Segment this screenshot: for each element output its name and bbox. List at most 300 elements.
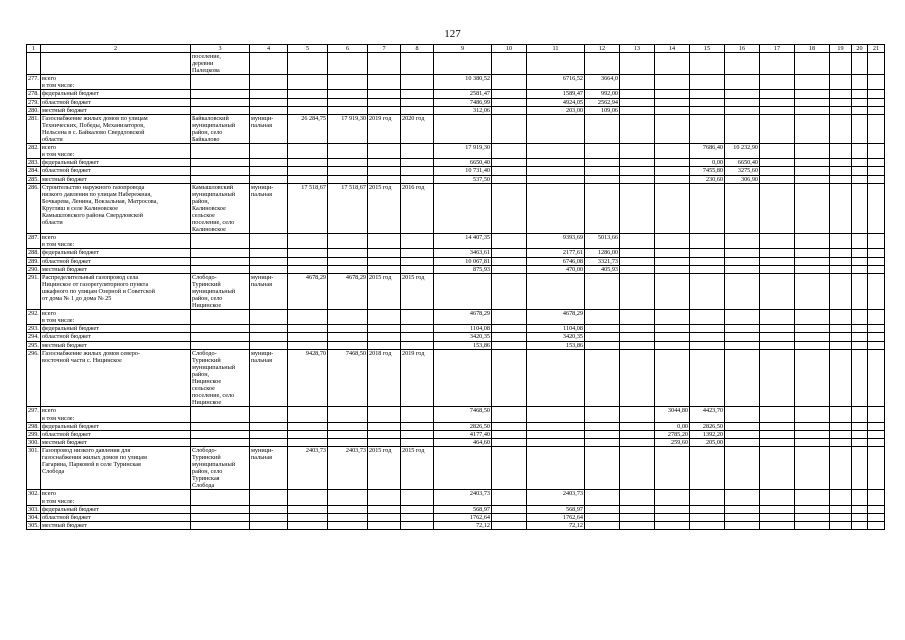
table-cell [852, 167, 868, 175]
table-cell [690, 265, 725, 273]
table-cell [852, 234, 868, 249]
table-cell: всего в том числе: [41, 490, 191, 505]
table-cell [368, 90, 401, 98]
table-cell [655, 325, 690, 333]
table-cell [760, 341, 795, 349]
table-cell [492, 159, 527, 167]
table-cell: муници- пальная [250, 349, 288, 407]
table-cell [401, 98, 434, 106]
table-cell [434, 446, 492, 490]
table-cell [250, 333, 288, 341]
table-cell: 1392,20 [690, 430, 725, 438]
table-cell [328, 257, 368, 265]
table-cell [795, 257, 830, 265]
table-cell [191, 106, 250, 114]
table-cell: 285. [28, 175, 39, 183]
table-cell [191, 505, 250, 513]
table-cell [655, 75, 690, 90]
table-cell [830, 175, 852, 183]
table-cell [492, 144, 527, 159]
table-cell: 2015 год [368, 273, 401, 309]
table-row [27, 257, 885, 265]
table-cell: 282. [27, 144, 41, 159]
table-cell: 2019 год [368, 114, 401, 143]
table-cell [288, 175, 328, 183]
table-cell [368, 333, 401, 341]
table-cell [328, 341, 368, 349]
table-cell [288, 430, 328, 438]
table-cell: 301. [27, 446, 41, 490]
table-cell [852, 333, 868, 341]
table-cell [655, 310, 690, 325]
table-cell [250, 144, 288, 159]
table-cell: местный бюджет [41, 175, 191, 183]
table-cell [585, 505, 620, 513]
table-cell: 300. [28, 438, 39, 446]
table-cell [795, 159, 830, 167]
table-cell [760, 183, 795, 234]
table-cell [760, 144, 795, 159]
table-cell [250, 422, 288, 430]
table-cell [795, 167, 830, 175]
table-cell [368, 144, 401, 159]
table-cell [690, 53, 725, 75]
table-cell: 296. [27, 349, 41, 407]
table-cell: 17 919,30 [434, 144, 492, 159]
table-cell: федеральный бюджет [41, 325, 191, 333]
table-cell [620, 438, 655, 446]
table-row [27, 98, 885, 106]
table-cell [655, 521, 690, 529]
table-cell [655, 159, 690, 167]
table-cell [830, 505, 852, 513]
table-cell: 0,00 [690, 159, 725, 167]
table-cell: 291. [27, 273, 41, 309]
table-cell [830, 310, 852, 325]
table-cell: 1589,47 [527, 90, 585, 98]
table-row [27, 175, 885, 183]
table-cell: 568,97 [527, 505, 585, 513]
table-cell: 280. [28, 106, 39, 114]
table-cell [368, 490, 401, 505]
table-cell [191, 325, 250, 333]
table-cell [401, 521, 434, 529]
table-cell: 26 284,75 [288, 114, 328, 143]
table-cell [655, 53, 690, 75]
table-cell: 302. [27, 490, 41, 505]
table-cell [655, 114, 690, 143]
table-cell [527, 407, 585, 422]
table-cell [725, 183, 760, 234]
table-cell [620, 446, 655, 490]
table-cell [725, 513, 760, 521]
table-cell: 6650,40 [434, 159, 492, 167]
table-cell [492, 422, 527, 430]
table-cell [868, 273, 885, 309]
table-cell: 17 518,67 [288, 183, 328, 234]
table-cell [368, 234, 401, 249]
table-cell [868, 167, 885, 175]
table-cell [795, 438, 830, 446]
table-cell: 312,06 [434, 106, 492, 114]
table-cell [492, 106, 527, 114]
table-cell [527, 144, 585, 159]
table-cell [368, 325, 401, 333]
table-cell [368, 159, 401, 167]
table-cell [492, 175, 527, 183]
table-cell [795, 183, 830, 234]
table-cell: 4423,70 [690, 407, 725, 422]
table-cell [830, 249, 852, 257]
table-cell [250, 98, 288, 106]
table-cell: федеральный бюджет [41, 249, 191, 257]
table-cell [401, 407, 434, 422]
table-cell: 6716,52 [527, 75, 585, 90]
table-cell [401, 249, 434, 257]
table-cell [620, 159, 655, 167]
table-cell [250, 505, 288, 513]
table-cell: областной бюджет [41, 333, 191, 341]
table-cell [434, 273, 492, 309]
table-cell [328, 53, 368, 75]
table-cell [830, 90, 852, 98]
table-cell [852, 265, 868, 273]
table-cell [760, 407, 795, 422]
table-cell [868, 422, 885, 430]
table-cell: Газоснабжение жилых домов северо- восточной части с. Ницинское [41, 349, 191, 407]
table-cell [760, 333, 795, 341]
table-cell [288, 310, 328, 325]
table-cell [585, 422, 620, 430]
table-cell [760, 513, 795, 521]
table-cell [191, 407, 250, 422]
table-cell [368, 167, 401, 175]
table-row [27, 273, 885, 309]
table-cell [795, 341, 830, 349]
table-cell [368, 341, 401, 349]
page-number: 127 [444, 28, 461, 40]
table-row [27, 490, 885, 505]
table-cell [620, 333, 655, 341]
table-cell [328, 333, 368, 341]
table-cell [830, 422, 852, 430]
table-cell [620, 505, 655, 513]
table-cell [760, 349, 795, 407]
table-cell: 4678,29 [328, 273, 368, 309]
table-cell [288, 90, 328, 98]
table-row [27, 521, 885, 529]
table-cell [852, 75, 868, 90]
table-cell [725, 310, 760, 325]
table-cell [492, 310, 527, 325]
table-cell [527, 167, 585, 175]
table-cell [655, 98, 690, 106]
table-cell [655, 183, 690, 234]
table-cell [368, 513, 401, 521]
table-cell [288, 98, 328, 106]
table-cell [690, 446, 725, 490]
table-cell [655, 106, 690, 114]
table-cell [868, 159, 885, 167]
table-cell [401, 144, 434, 159]
table-cell: 3275,60 [725, 167, 760, 175]
table-cell: 304. [28, 513, 39, 521]
table-cell [250, 175, 288, 183]
table-cell: федеральный бюджет [41, 90, 191, 98]
table-cell [328, 505, 368, 513]
table-cell [620, 407, 655, 422]
table-cell [250, 249, 288, 257]
table-cell [868, 513, 885, 521]
table-cell [250, 310, 288, 325]
table-row [27, 106, 885, 114]
column-number: 1 [27, 45, 41, 53]
column-number: 9 [434, 45, 492, 53]
table-row [27, 438, 885, 446]
table-cell: 7455,80 [690, 167, 725, 175]
table-cell [725, 114, 760, 143]
table-cell: 1104,08 [527, 325, 585, 333]
column-number: 21 [868, 45, 885, 53]
table-cell [868, 430, 885, 438]
table-cell [725, 430, 760, 438]
column-number: 12 [585, 45, 620, 53]
table-cell [585, 325, 620, 333]
table-cell [725, 341, 760, 349]
table-cell: Распределительный газопровод села Ницинское от газорегуляторного пункта шкафного по улицам Озерной и Советской от дома № 1 до дома № 25 [41, 273, 191, 309]
table-cell [492, 75, 527, 90]
table-cell [868, 341, 885, 349]
table-cell [328, 325, 368, 333]
column-number: 17 [760, 45, 795, 53]
table-cell: муници- пальная [250, 183, 288, 234]
table-cell [328, 75, 368, 90]
table-cell: 2403,73 [434, 490, 492, 505]
table-cell [191, 75, 250, 90]
table-cell [328, 513, 368, 521]
table-cell: 72,12 [434, 521, 492, 529]
table-cell [690, 273, 725, 309]
table-cell [725, 234, 760, 249]
table-cell [401, 341, 434, 349]
table-cell [725, 333, 760, 341]
column-number: 2 [41, 45, 191, 53]
table-cell [401, 310, 434, 325]
table-cell [830, 273, 852, 309]
table-cell: 277. [27, 75, 41, 90]
table-cell [852, 106, 868, 114]
table-cell [368, 407, 401, 422]
table-cell [401, 75, 434, 90]
table-cell: 306,90 [725, 175, 760, 183]
table-cell: Слободо- Туринский муниципальный район, село Ницинское [191, 273, 250, 309]
table-cell [690, 341, 725, 349]
table-cell [830, 341, 852, 349]
table-cell [492, 90, 527, 98]
table-cell: 537,50 [434, 175, 492, 183]
table-body [27, 45, 885, 530]
table-cell [725, 273, 760, 309]
table-cell [830, 234, 852, 249]
table-cell [401, 175, 434, 183]
table-cell [852, 98, 868, 106]
table-cell [492, 53, 527, 75]
table-cell [328, 234, 368, 249]
table-cell [620, 106, 655, 114]
table-cell [585, 159, 620, 167]
table-cell [492, 265, 527, 273]
table-cell [585, 446, 620, 490]
table-cell [328, 265, 368, 273]
table-cell [725, 257, 760, 265]
table-cell [434, 183, 492, 234]
table-row [27, 183, 885, 234]
table-cell [795, 175, 830, 183]
table-cell [250, 325, 288, 333]
table-cell [368, 430, 401, 438]
table-cell: местный бюджет [41, 265, 191, 273]
table-cell [620, 521, 655, 529]
table-cell [492, 446, 527, 490]
table-cell: 3420,35 [434, 333, 492, 341]
table-cell [795, 407, 830, 422]
table-cell [655, 234, 690, 249]
table-cell [868, 234, 885, 249]
table-cell [492, 167, 527, 175]
table-cell: 3044,80 [655, 407, 690, 422]
table-cell: 4678,29 [434, 310, 492, 325]
table-row [27, 265, 885, 273]
table-row [27, 407, 885, 422]
table-cell [690, 333, 725, 341]
table-cell [852, 521, 868, 529]
table-cell: 286. [27, 183, 41, 234]
table-cell [795, 325, 830, 333]
table-cell: поселение, деревни Палецкова [191, 53, 250, 75]
table-row [27, 114, 885, 143]
table-cell: 203,00 [527, 106, 585, 114]
table-cell: 283. [28, 159, 39, 167]
table-cell [288, 106, 328, 114]
table-cell: 299. [28, 430, 39, 438]
table-cell [434, 53, 492, 75]
table-cell [527, 422, 585, 430]
table-cell [288, 333, 328, 341]
table-row [27, 349, 885, 407]
table-cell [690, 505, 725, 513]
column-number: 19 [830, 45, 852, 53]
table-cell: 14 407,35 [434, 234, 492, 249]
table-cell: местный бюджет [41, 438, 191, 446]
table-cell [852, 430, 868, 438]
table-cell [830, 438, 852, 446]
table-cell: 281. [27, 114, 41, 143]
table-cell [527, 114, 585, 143]
table-cell [830, 53, 852, 75]
table-cell [852, 144, 868, 159]
table-cell: 305. [28, 521, 39, 529]
table-cell [288, 438, 328, 446]
table-cell: 464,60 [434, 438, 492, 446]
table-cell [620, 114, 655, 143]
table-cell: 288. [28, 249, 39, 257]
table-cell [725, 422, 760, 430]
table-cell [725, 75, 760, 90]
table-cell [620, 144, 655, 159]
table-cell [795, 234, 830, 249]
table-cell [191, 234, 250, 249]
table-cell [725, 106, 760, 114]
table-cell [830, 490, 852, 505]
table-cell [492, 430, 527, 438]
table-cell: 1762,64 [527, 513, 585, 521]
table-cell [795, 273, 830, 309]
table-cell [655, 490, 690, 505]
table-cell: 109,06 [585, 106, 620, 114]
table-cell [250, 257, 288, 265]
table-cell [620, 234, 655, 249]
table-cell [585, 333, 620, 341]
table-cell: 297. [27, 407, 41, 422]
table-cell [795, 144, 830, 159]
table-cell [191, 90, 250, 98]
table-cell: Байкаловский муниципальный район, село Байкалово [191, 114, 250, 143]
table-cell [760, 265, 795, 273]
table-cell [830, 521, 852, 529]
table-cell [795, 265, 830, 273]
table-cell [868, 407, 885, 422]
table-cell: 205,00 [690, 438, 725, 446]
table-cell [328, 422, 368, 430]
table-cell: 294. [28, 333, 39, 341]
financing-table [26, 44, 885, 530]
table-cell [725, 249, 760, 257]
table-cell [585, 144, 620, 159]
table-cell: муници- пальная [250, 446, 288, 490]
table-cell [852, 341, 868, 349]
table-cell [690, 90, 725, 98]
table-cell [492, 234, 527, 249]
table-row [27, 446, 885, 490]
table-cell: федеральный бюджет [41, 159, 191, 167]
table-cell [655, 273, 690, 309]
table-cell [760, 422, 795, 430]
table-cell [250, 341, 288, 349]
table-cell [328, 438, 368, 446]
table-row [27, 167, 885, 175]
table-cell [328, 159, 368, 167]
table-cell: 470,00 [527, 265, 585, 273]
table-cell [368, 106, 401, 114]
table-cell [620, 349, 655, 407]
table-cell [328, 430, 368, 438]
table-cell [191, 310, 250, 325]
table-cell [655, 505, 690, 513]
table-cell: 72,12 [527, 521, 585, 529]
table-cell [191, 341, 250, 349]
table-cell [492, 114, 527, 143]
column-number: 3 [191, 45, 250, 53]
table-cell [690, 98, 725, 106]
table-cell [830, 144, 852, 159]
table-cell [492, 349, 527, 407]
table-cell [852, 175, 868, 183]
table-cell: 2403,73 [328, 446, 368, 490]
table-cell [401, 430, 434, 438]
table-cell [760, 446, 795, 490]
table-cell [401, 265, 434, 273]
table-cell [868, 310, 885, 325]
